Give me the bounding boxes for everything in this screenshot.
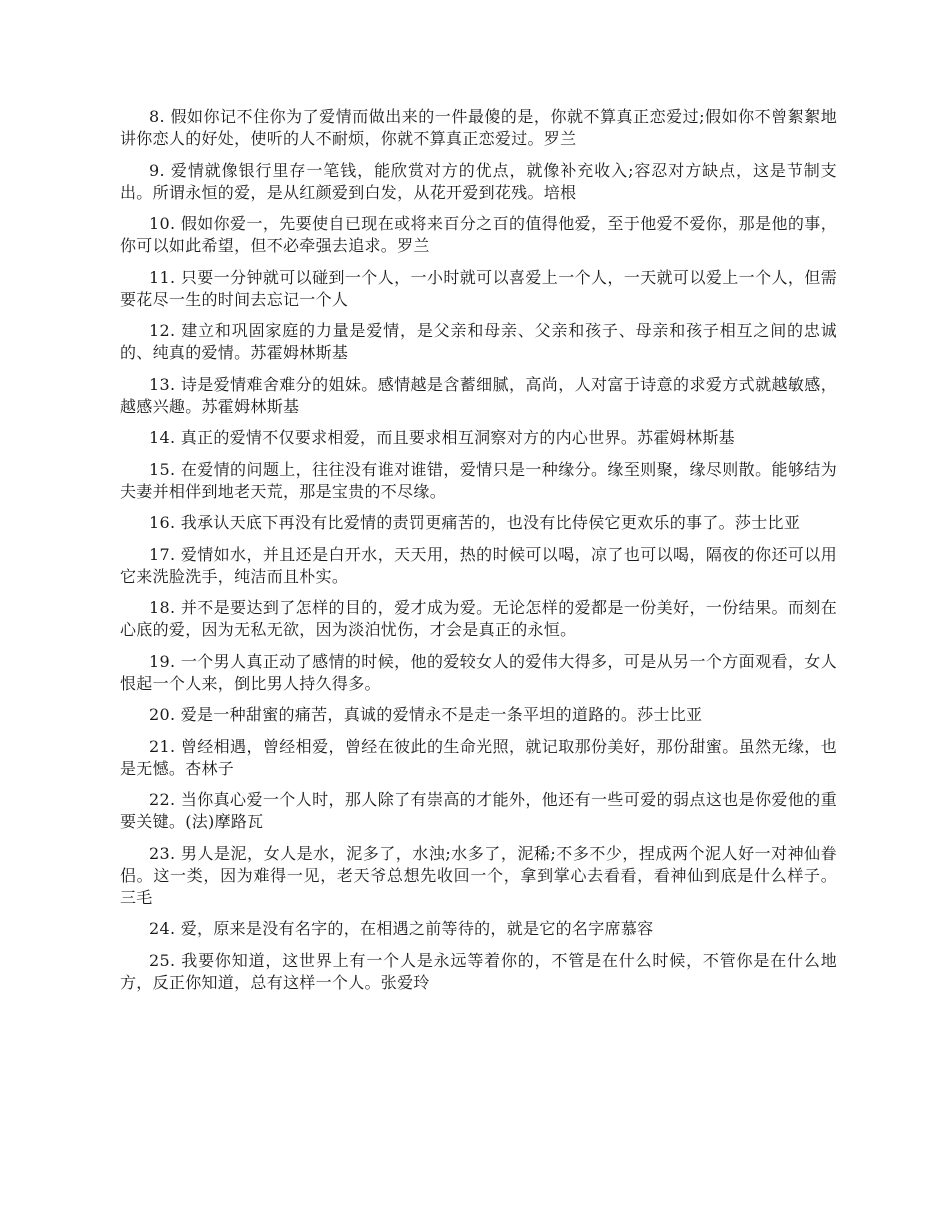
quote-paragraph: 22. 当你真心爱一个人时，那人除了有崇高的才能外，他还有一些可爱的弱点这也是你爱他的重要关键。(法)摩路瓦 (120, 790, 837, 831)
quote-paragraph: 9. 爱情就像银行里存一笔钱，能欣赏对方的优点，就像补充收入;容忍对方缺点，这是节制支出。所谓永恒的爱，是从红颜爱到白发，从花开爱到花残。培根 (120, 160, 837, 202)
document-page (120, 106, 837, 1003)
quote-paragraph: 8. 假如你记不住你为了爱情而做出来的一件最傻的是，你就不算真正恋爱过;假如你不曾絮絮地讲你恋人的好处，使听的人不耐烦，你就不算真正恋爱过。罗兰 (120, 107, 837, 148)
quote-paragraph: 24. 爱，原来是没有名字的，在相遇之前等待的，就是它的名字席慕容 (149, 919, 654, 938)
quote-paragraph: 21. 曾经相遇，曾经相爱，曾经在彼此的生命光照，就记取那份美好，那份甜蜜。虽然无缘，也是无憾。杏林子 (120, 736, 837, 778)
quote-paragraph: 13. 诗是爱情难舍难分的姐妹。感情越是含蓄细腻，高尚，人对富于诗意的求爱方式就越敏感，越感兴趣。苏霍姆林斯基 (120, 374, 837, 416)
quote-paragraph: 10. 假如你爱一，先要使自已现在或将来百分之百的值得他爱，至于他爱不爱你，那是他的事，你可以如此希望，但不必牵强去追求。罗兰 (120, 214, 837, 255)
quote-paragraph: 20. 爱是一种甜蜜的痛苦，真诚的爱情永不是走一条平坦的道路的。莎士比亚 (149, 705, 703, 724)
quote-paragraph: 15. 在爱情的问题上，往往没有谁对谁错，爱情只是一种缘分。缘至则聚，缘尽则散。能够结为夫妻并相伴到地老天荒，那是宝贵的不尽缘。 (120, 459, 837, 501)
quote-paragraph: 16. 我承认天底下再没有比爱情的责罚更痛苦的，也没有比侍侯它更欢乐的事了。莎士比亚 (149, 513, 801, 532)
quote-paragraph: 12. 建立和巩固家庭的力量是爱情，是父亲和母亲、父亲和孩子、母亲和孩子相互之间的忠诚的、纯真的爱情。苏霍姆林斯基 (120, 321, 837, 362)
quote-paragraph: 17. 爱情如水，并且还是白开水，天天用，热的时候可以喝，凉了也可以喝，隔夜的你还可以用它来洗脸洗手，纯洁而且朴实。 (120, 544, 837, 586)
quote-paragraph: 18. 并不是要达到了怎样的目的，爱才成为爱。无论怎样的爱都是一份美好，一份结果。而刻在心底的爱，因为无私无欲，因为淡泊忧伤，才会是真正的永恒。 (120, 598, 837, 639)
quote-paragraph: 25. 我要你知道，这世界上有一个人是永远等着你的，不管是在什么时候，不管你是在什么地方，反正你知道，总有这样一个人。张爱玲 (120, 950, 837, 992)
quote-paragraph: 14. 真正的爱情不仅要求相爱，而且要求相互洞察对方的内心世界。苏霍姆林斯基 (149, 428, 735, 447)
quote-paragraph: 19. 一个男人真正动了感情的时候，他的爱较女人的爱伟大得多，可是从另一个方面观看，女人恨起一个人来，倒比男人持久得多。 (120, 651, 837, 693)
quote-paragraph: 23. 男人是泥，女人是水，泥多了，水浊;水多了，泥稀;不多不少，捏成两个泥人好一对神仙眷侣。这一类，因为难得一见，老天爷总想先收回一个，拿到掌心去看看，看神仙到底是什么样子。三毛 (120, 843, 837, 907)
quote-paragraph: 11. 只要一分钟就可以碰到一个人，一小时就可以喜爱上一个人，一天就可以爱上一个人，但需要花尽一生的时间去忘记一个人 (120, 267, 837, 309)
